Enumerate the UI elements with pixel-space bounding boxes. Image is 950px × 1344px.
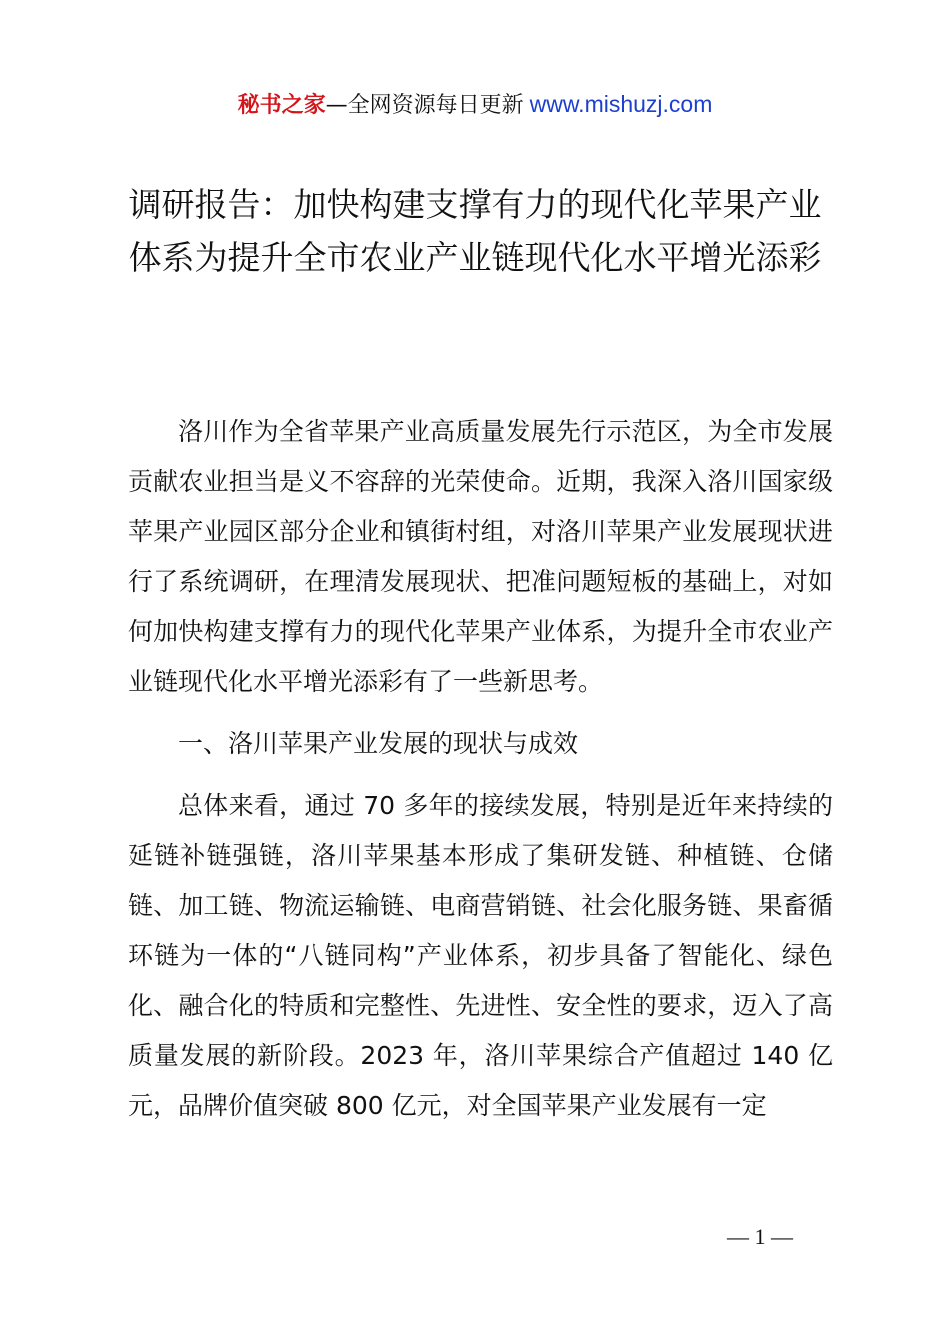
body-paragraph: 总体来看，通过 70 多年的接续发展，特别是近年来持续的延链补链强链，洛川苹果基本形成了集研发链、种植链、仓储链、加工链、物流运输链、电商营销链、社会化服务链、果畜循环链为一体的“八链同构”产业体系，初步具备了智能化、绿色化、融合化的特质和完整性、先进性、安全性的要求，迈入了高质量发展的新阶段。2023 年，洛川苹果综合产值超过 140 亿元，品牌价值突破 800 亿元，对全国苹果产业发展有一定: [128, 791, 833, 1120]
document-title: 调研报告：加快构建支撑有力的现代化苹果产业体系为提升全市农业产业链现代化水平增光添彩: [128, 185, 822, 277]
header-dash: —: [325, 93, 348, 118]
intro-paragraph: 洛川作为全省苹果产业高质量发展先行示范区，为全市发展贡献农业担当是义不容辞的光荣使命。近期，我深入洛川国家级苹果产业园区部分企业和镇街村组，对洛川苹果产业发展现状进行了系统调研，在理清发展现状、把准问题短板的基础上，对如何加快构建支撑有力的现代化苹果产业体系，为提升全市农业产业链现代化水平增光添彩有了一些新思考。: [128, 417, 833, 696]
section-heading: 一、洛川苹果产业发展的现状与成效: [178, 729, 579, 758]
site-url-link[interactable]: www.mishuzj.com: [529, 91, 713, 117]
site-header: [0, 88, 950, 122]
site-brand: 秘书之家: [237, 93, 326, 118]
site-slogan: 全网资源每日更新: [347, 93, 524, 118]
document-body: [128, 407, 833, 1131]
page-number: — 1 —: [727, 1224, 793, 1249]
